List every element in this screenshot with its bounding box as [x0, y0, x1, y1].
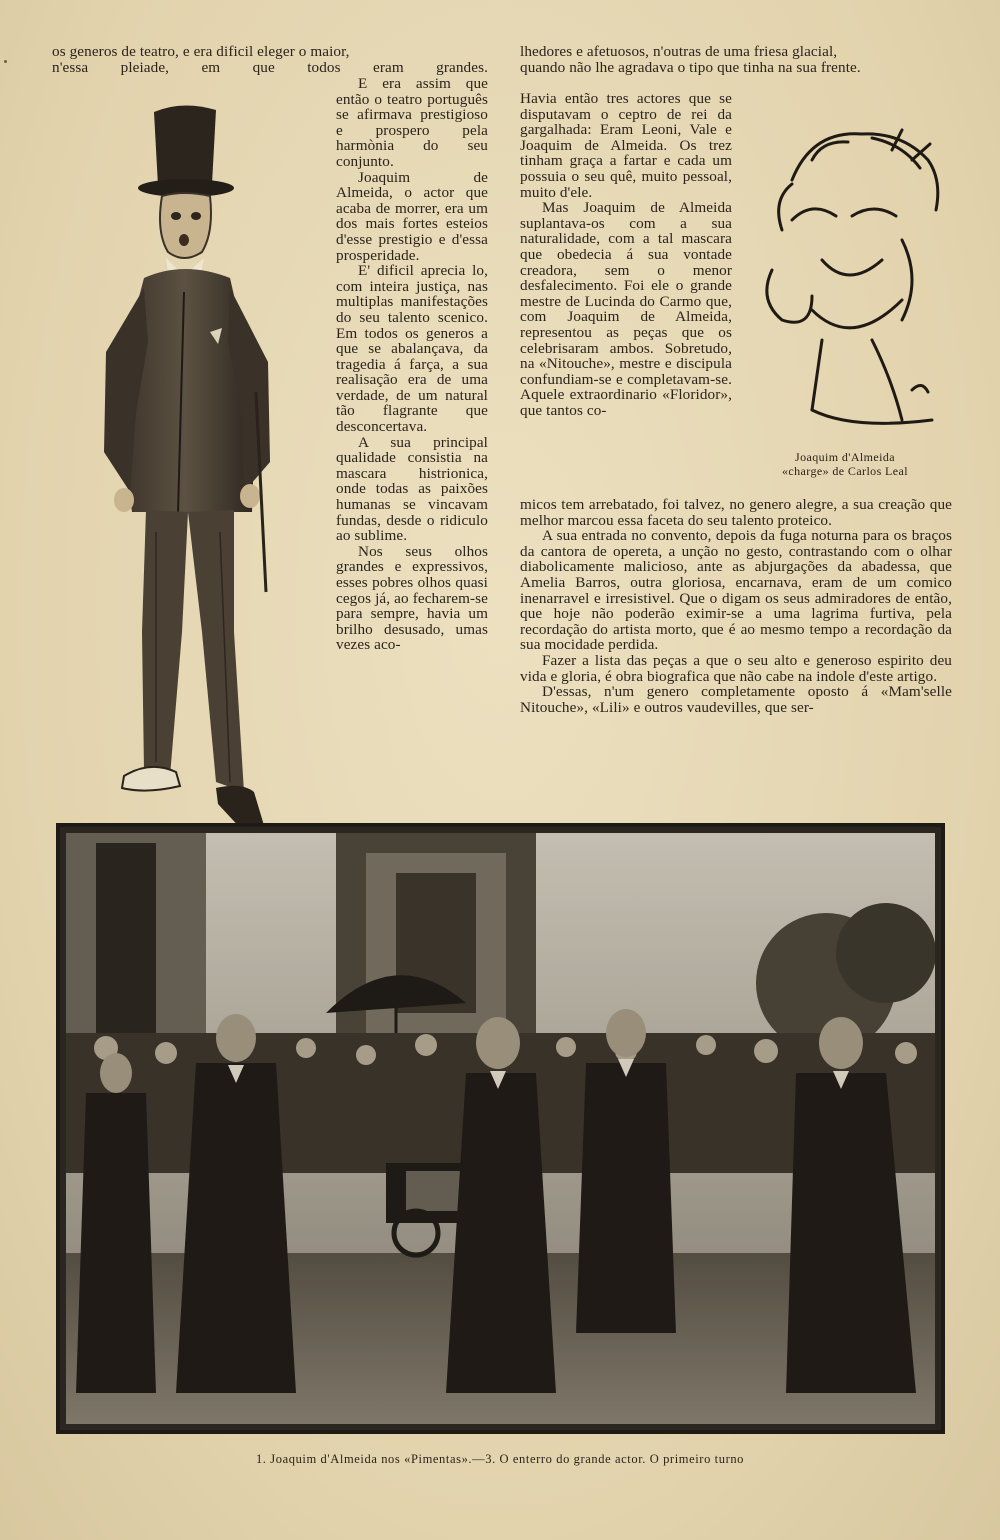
paper-speck — [4, 60, 7, 63]
text-line: n'essa pleiade, em que todos eram grandes. — [52, 58, 488, 76]
text-line: quando não lhe agradava o tipo que tinha na sua frente. — [520, 58, 861, 76]
photo-scene — [66, 833, 935, 1424]
paragraph: Joaquim de Almeida, o actor que acaba de morrer, era um dos mais fortes esteios d'esse prestigio e d'essa prosperidade. — [336, 168, 488, 264]
paragraph: micos tem arrebatado, foi talvez, no genero alegre, a sua creação que melhor marcou essa faceta do seu talento proteico. — [520, 496, 952, 529]
caricature-drawing — [752, 120, 952, 440]
paragraph: A sua entrada no convento, depois da fuga noturna para os braços da cantora de opereta, a unção no gesto, contrastando com o olhar diabolicamente malicioso, ante as abjurgações da abadessa, que Amelia Barros, outra gloriosa, encarnava, eram de um comico inenarravel e irresistivel. Que o digam os seus admiradores de então, que hoje não poderão eximir-se a uma lagrima furtiva, pela recordação do artista morto, que é ao mesmo tempo a recordação da sua mocidade perdida. — [520, 527, 952, 654]
right-column-wide-body — [520, 497, 952, 715]
left-column-top-text — [52, 44, 488, 75]
funeral-photograph — [56, 823, 945, 1434]
caricature-caption — [740, 450, 950, 478]
paragraph: Nos seus olhos grandes e expressivos, esses pobres olhos quasi cegos já, ao fecharem-se para sempre, havia um brilho desusado, umas vezes aco- — [336, 542, 488, 654]
text-line: lhedores e afetuosos, n'outras de uma friesa glacial, — [520, 43, 838, 60]
caption-line: Joaquim d'Almeida — [795, 450, 895, 464]
right-column-narrow-body — [520, 91, 732, 418]
paragraph: Mas Joaquim de Almeida suplantava-os com a sua naturalidade, com a tal mascara que obedecia á sua vontade creadora, sem o menor desfalecimento. Foi ele o grande mestre de Lucinda do Carmo que, com Joaquim de Almeida, representou as peças que os celebrisaram ambos. Sobretudo, na «Nitouche», mestre e discipula confundiam-se e completavam-se. Aquele extraordinario «Floridor», que tantos co- — [520, 199, 732, 419]
photo-caption: 1. Joaquim d'Almeida nos «Pimentas».—3. O enterro do grande actor. O primeiro turno — [255, 1452, 745, 1466]
paragraph: Fazer a lista das peças a que o seu alto e generoso espirito deu vida e gloria, é obra biografica que não cabe na indole d'este artigo. — [520, 651, 952, 685]
caption-line: «charge» de Carlos Leal — [782, 464, 908, 478]
left-column-body — [336, 76, 488, 653]
right-column-top-text — [520, 44, 952, 75]
paragraph: D'essas, n'um genero completamente oposto á «Mam'selle Nitouche», «Lili» e outros vaudevilles, que ser- — [520, 683, 952, 716]
text-line: os generos de teatro, e era dificil eleger o maior, — [52, 43, 350, 60]
paragraph: E era assim que então o teatro português se afirmava prestigioso e prospero pela harmònia do seu conjunto. — [336, 75, 488, 170]
actor-illustration — [84, 92, 324, 852]
paragraph: E' dificil aprecia lo, com inteira justiça, nas multiplas manifestações do seu talento scenico. Em todos os generos a que se abalançava, da tragedia á farça, a sua realisação era de uma verdade, de um natural tão flagrante que desconcertava. — [336, 262, 488, 436]
paragraph: Havia então tres actores que se disputavam o ceptro de rei da gargalhada: Eram Leoni, Vale e Joaquim de Almeida. Os trez tinham graça a fartar e cada um possuia o seu quê, muito pessoal, muito d'ele. — [520, 90, 732, 201]
paragraph: A sua principal qualidade consistia na mascara histrionica, onde todas as paixões humanas se vincavam fundas, desde o ridiculo ao sublime. — [336, 433, 488, 545]
